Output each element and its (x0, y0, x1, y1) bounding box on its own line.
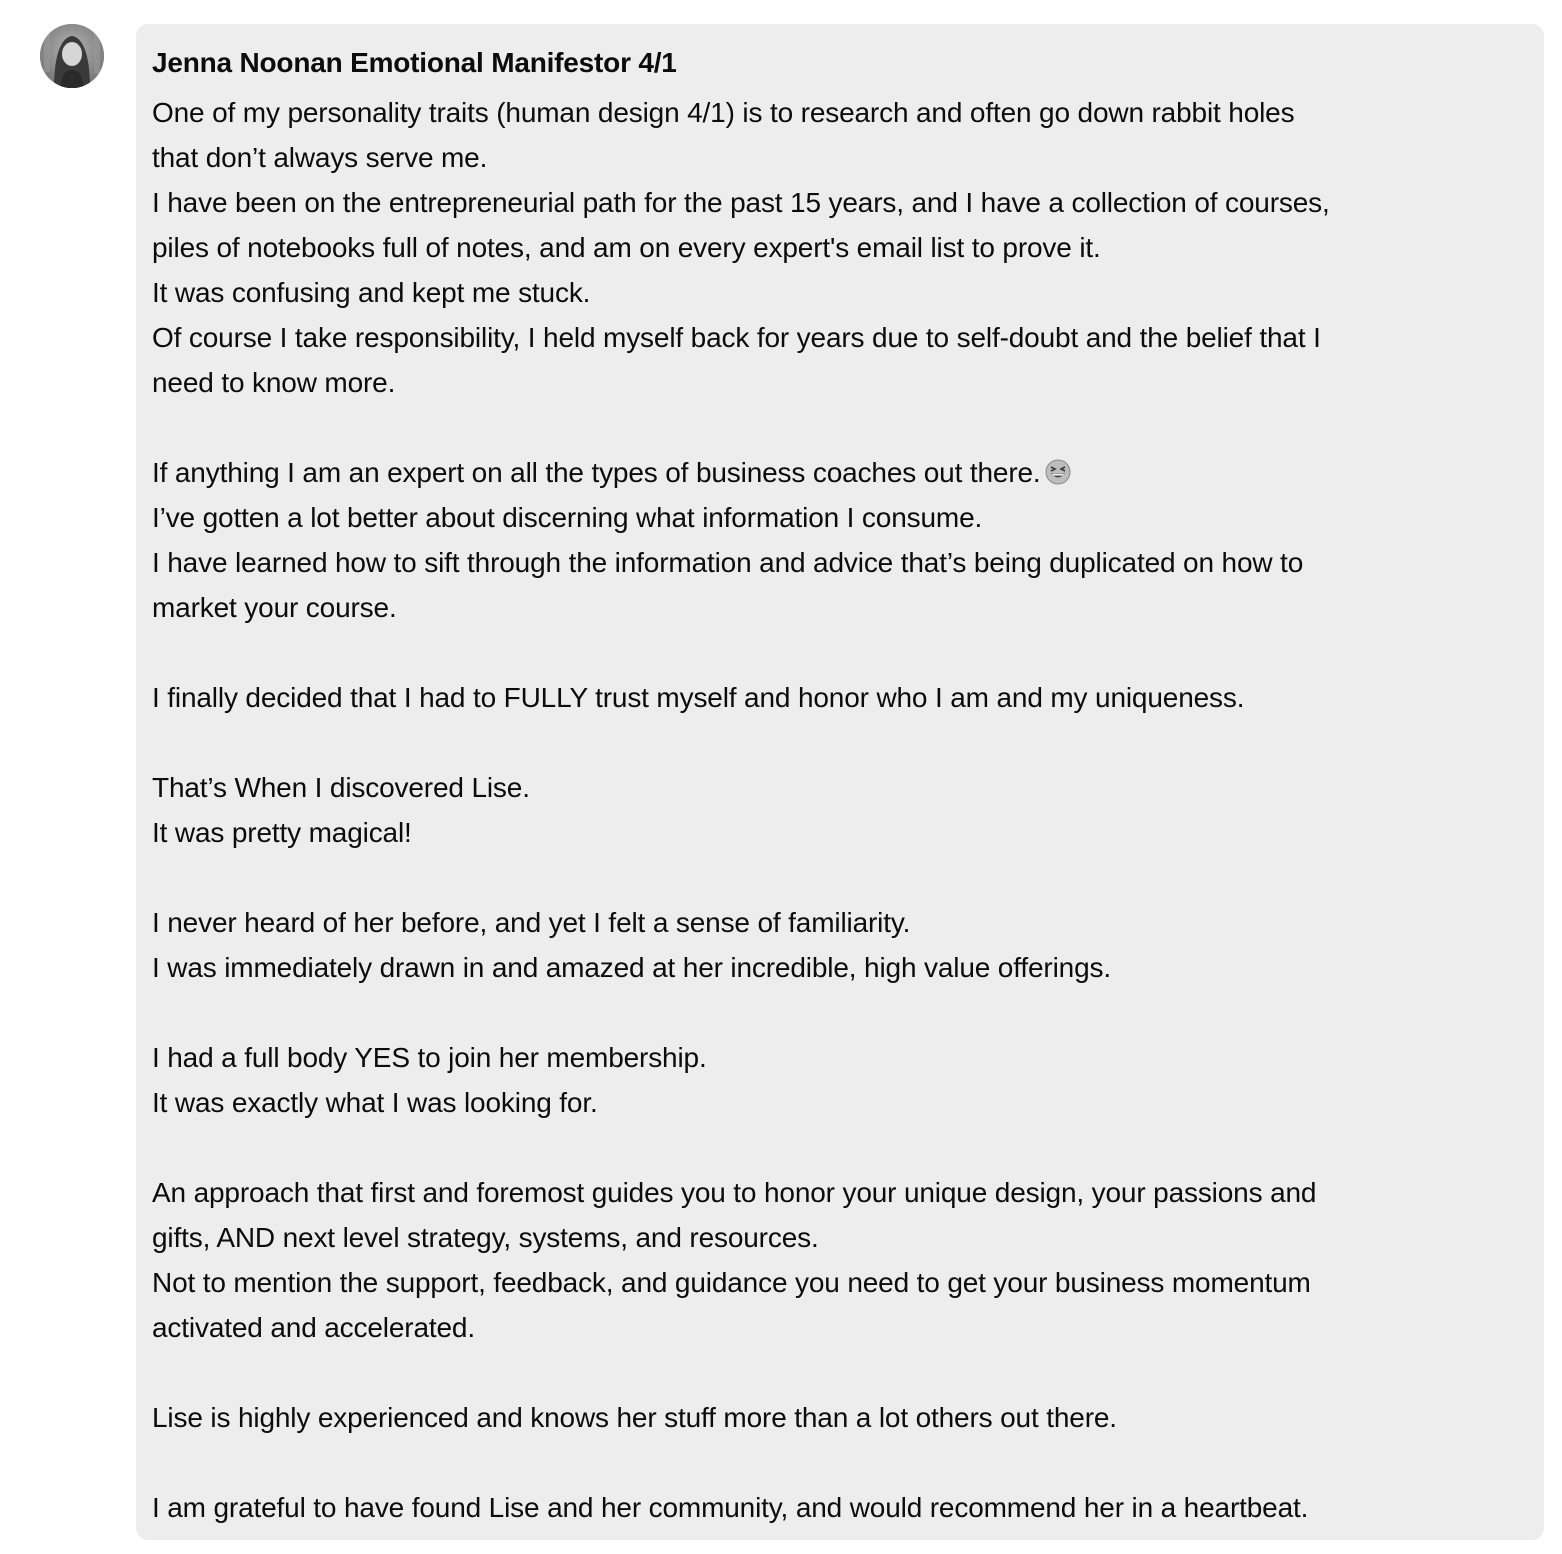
comment-line-text: Lise is highly experienced and knows her stuff more than a lot others out there. (152, 1402, 1117, 1433)
comment-line (152, 225, 1528, 270)
comment-line (152, 900, 1528, 945)
comment-line-text: Of course I take responsibility, I held myself back for years due to self-doubt and the belief that I (152, 322, 1321, 353)
comment-line (152, 495, 1528, 540)
blank-line (152, 405, 1528, 450)
blank-line (152, 855, 1528, 900)
comment-line (152, 135, 1528, 180)
comment-line-text: market your course. (152, 592, 397, 623)
comment-line-text: It was pretty magical! (152, 817, 412, 848)
comment-line-text: Not to mention the support, feedback, and guidance you need to get your business momentum (152, 1267, 1311, 1298)
comment-line (152, 1485, 1528, 1530)
comment-line (152, 315, 1528, 360)
comment-line-text: I have been on the entrepreneurial path for the past 15 years, and I have a collection of courses, (152, 187, 1330, 218)
comment-line (152, 945, 1528, 990)
comment-line-text: One of my personality traits (human design 4/1) is to research and often go down rabbit holes (152, 97, 1295, 128)
blank-line (152, 720, 1528, 765)
comment-line (152, 360, 1528, 405)
comment-line (152, 1170, 1528, 1215)
comment-line-text: That’s When I discovered Lise. (152, 772, 530, 803)
blank-line (152, 990, 1528, 1035)
author-name[interactable]: Jenna Noonan Emotional Manifestor 4/1 (152, 47, 677, 78)
laughing-face-emoji-icon (1045, 459, 1071, 485)
comment-line-text: I was immediately drawn in and amazed at her incredible, high value offerings. (152, 952, 1111, 983)
comment-line-text: I never heard of her before, and yet I felt a sense of familiarity. (152, 907, 911, 938)
comment-line (152, 1215, 1528, 1260)
comment-line-text: that don’t always serve me. (152, 142, 488, 173)
comment-bubble (136, 24, 1544, 1540)
comment-line (152, 450, 1528, 495)
comment-line-text: It was confusing and kept me stuck. (152, 277, 591, 308)
comment-line-text: I have learned how to sift through the information and advice that’s being duplicated on how to (152, 547, 1304, 578)
comment-body (152, 90, 1528, 1530)
comment-line-text: need to know more. (152, 367, 396, 398)
comment-line (152, 180, 1528, 225)
comment-line (152, 585, 1528, 630)
comment-line-text: I finally decided that I had to FULLY trust myself and honor who I am and my uniqueness. (152, 682, 1245, 713)
comment-line-text: gifts, AND next level strategy, systems, and resources. (152, 1222, 819, 1253)
comment-line (152, 1080, 1528, 1125)
comment-line (152, 810, 1528, 855)
comment-line-text: I had a full body YES to join her membership. (152, 1042, 707, 1073)
comment-line (152, 1305, 1528, 1350)
comment-line-text: If anything I am an expert on all the types of business coaches out there. (152, 457, 1041, 488)
comment-line (152, 675, 1528, 720)
comment-line-text: I am grateful to have found Lise and her community, and would recommend her in a heartbeat. (152, 1492, 1309, 1523)
comment-line-text: I’ve gotten a lot better about discerning what information I consume. (152, 502, 983, 533)
comment-line-text: piles of notebooks full of notes, and am on every expert's email list to prove it. (152, 232, 1101, 263)
comment-line (152, 1260, 1528, 1305)
comment-line-text: An approach that first and foremost guides you to honor your unique design, your passions and (152, 1177, 1317, 1208)
comment-line (152, 540, 1528, 585)
blank-line (152, 1440, 1528, 1485)
profile-photo-icon (40, 24, 104, 88)
comment-line (152, 765, 1528, 810)
author-avatar[interactable] (40, 24, 104, 88)
comment-line (152, 270, 1528, 315)
comment-line-text: activated and accelerated. (152, 1312, 475, 1343)
blank-line (152, 630, 1528, 675)
comment-line (152, 90, 1528, 135)
blank-line (152, 1125, 1528, 1170)
comment-line (152, 1035, 1528, 1080)
blank-line (152, 1350, 1528, 1395)
comment-line (152, 1395, 1528, 1440)
comment-line-text: It was exactly what I was looking for. (152, 1087, 598, 1118)
